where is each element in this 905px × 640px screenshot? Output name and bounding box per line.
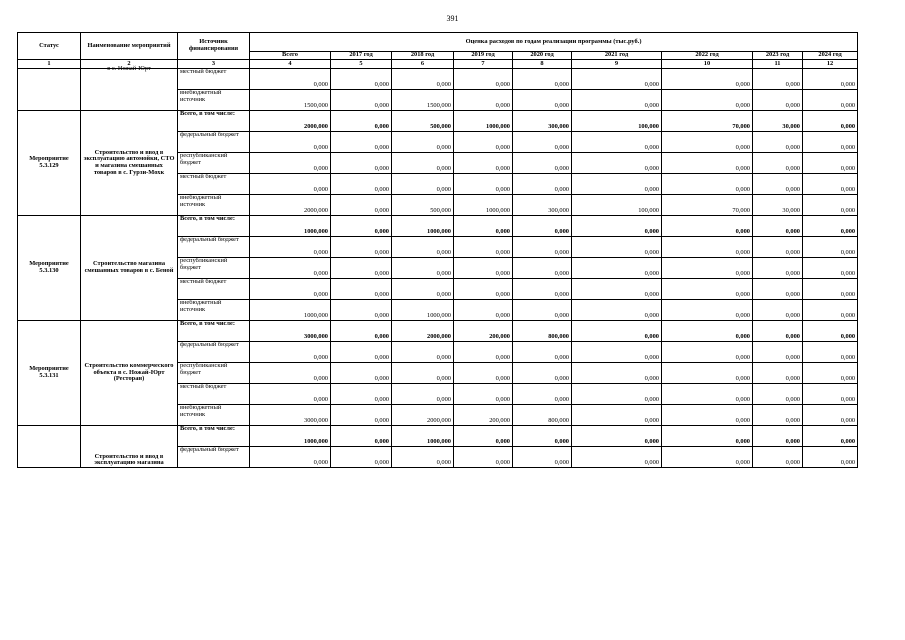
amount-cell: 0,000 xyxy=(250,153,331,174)
amount-cell: 1000,000 xyxy=(250,426,331,447)
amount-cell: 0,000 xyxy=(753,321,803,342)
amount-cell: 0,000 xyxy=(803,384,858,405)
amount-cell: 100,000 xyxy=(572,111,662,132)
amount-cell: 0,000 xyxy=(572,384,662,405)
table-row xyxy=(18,216,858,237)
amount-cell: 0,000 xyxy=(803,237,858,258)
amount-cell: 0,000 xyxy=(250,279,331,300)
column-number: 8 xyxy=(513,60,572,69)
amount-cell: 0,000 xyxy=(662,69,753,90)
source-cell: республиканский бюджет xyxy=(178,153,250,174)
amount-cell: 0,000 xyxy=(392,132,454,153)
budget-table xyxy=(17,32,858,468)
amount-cell: 0,000 xyxy=(513,447,572,468)
amount-cell: 0,000 xyxy=(803,132,858,153)
header-year: 2017 год xyxy=(331,52,392,60)
amount-cell: 70,000 xyxy=(662,111,753,132)
amount-cell: 0,000 xyxy=(753,447,803,468)
amount-cell: 1000,000 xyxy=(454,195,513,216)
source-cell: Всего, в том числе: xyxy=(178,426,250,447)
table-row xyxy=(18,321,858,342)
amount-cell: 0,000 xyxy=(662,342,753,363)
source-cell: местный бюджет xyxy=(178,384,250,405)
amount-cell: 0,000 xyxy=(331,426,392,447)
table-row xyxy=(18,69,858,90)
header-year: 2024 год xyxy=(803,52,858,60)
amount-cell: 1500,000 xyxy=(250,90,331,111)
amount-cell: 0,000 xyxy=(331,342,392,363)
amount-cell: 0,000 xyxy=(803,216,858,237)
amount-cell: 0,000 xyxy=(392,237,454,258)
amount-cell: 0,000 xyxy=(753,132,803,153)
column-number: 4 xyxy=(250,60,331,69)
amount-cell: 0,000 xyxy=(572,258,662,279)
amount-cell: 0,000 xyxy=(662,321,753,342)
amount-cell: 0,000 xyxy=(662,447,753,468)
amount-cell: 500,000 xyxy=(392,195,454,216)
amount-cell: 0,000 xyxy=(803,405,858,426)
amount-cell: 0,000 xyxy=(753,426,803,447)
amount-cell: 2000,000 xyxy=(392,321,454,342)
amount-cell: 0,000 xyxy=(572,447,662,468)
amount-cell: 0,000 xyxy=(513,279,572,300)
amount-cell: 0,000 xyxy=(513,384,572,405)
source-cell: местный бюджет xyxy=(178,69,250,90)
column-number: 1 xyxy=(18,60,81,69)
amount-cell: 0,000 xyxy=(250,363,331,384)
amount-cell: 0,000 xyxy=(572,405,662,426)
amount-cell: 800,000 xyxy=(513,321,572,342)
amount-cell: 0,000 xyxy=(331,279,392,300)
amount-cell: 0,000 xyxy=(454,237,513,258)
amount-cell: 0,000 xyxy=(572,216,662,237)
amount-cell: 0,000 xyxy=(454,384,513,405)
amount-cell: 0,000 xyxy=(392,447,454,468)
amount-cell: 0,000 xyxy=(250,384,331,405)
amount-cell: 300,000 xyxy=(513,195,572,216)
header-year: 2019 год xyxy=(454,52,513,60)
source-cell: федеральный бюджет xyxy=(178,342,250,363)
amount-cell: 0,000 xyxy=(572,300,662,321)
amount-cell: 200,000 xyxy=(454,405,513,426)
amount-cell: 0,000 xyxy=(803,174,858,195)
amount-cell: 0,000 xyxy=(250,447,331,468)
amount-cell: 0,000 xyxy=(331,174,392,195)
amount-cell: 0,000 xyxy=(331,447,392,468)
source-cell: Всего, в том числе: xyxy=(178,321,250,342)
amount-cell: 0,000 xyxy=(803,258,858,279)
amount-cell: 1000,000 xyxy=(392,300,454,321)
header-status: Статус xyxy=(18,33,81,60)
amount-cell: 0,000 xyxy=(753,69,803,90)
amount-cell: 2000,000 xyxy=(392,405,454,426)
amount-cell: 0,000 xyxy=(662,363,753,384)
source-cell: республиканский бюджет xyxy=(178,258,250,279)
amount-cell: 0,000 xyxy=(803,69,858,90)
amount-cell: 0,000 xyxy=(513,132,572,153)
status-cell xyxy=(18,69,81,111)
source-cell: Всего, в том числе: xyxy=(178,216,250,237)
column-number: 11 xyxy=(753,60,803,69)
measure-status-cell xyxy=(18,426,81,468)
amount-cell: 0,000 xyxy=(572,153,662,174)
amount-cell: 0,000 xyxy=(392,174,454,195)
amount-cell: 200,000 xyxy=(454,321,513,342)
table-row xyxy=(18,111,858,132)
amount-cell: 1000,000 xyxy=(392,216,454,237)
header-total: Всего xyxy=(250,52,331,60)
amount-cell: 0,000 xyxy=(662,174,753,195)
page-number: 391 xyxy=(446,14,459,23)
column-number: 10 xyxy=(662,60,753,69)
amount-cell: 0,000 xyxy=(662,258,753,279)
amount-cell: 0,000 xyxy=(662,153,753,174)
amount-cell: 0,000 xyxy=(572,279,662,300)
amount-cell: 0,000 xyxy=(513,237,572,258)
amount-cell: 0,000 xyxy=(454,258,513,279)
amount-cell: 0,000 xyxy=(513,342,572,363)
amount-cell: 0,000 xyxy=(662,384,753,405)
amount-cell: 30,000 xyxy=(753,111,803,132)
amount-cell: 1000,000 xyxy=(250,216,331,237)
amount-cell: 1000,000 xyxy=(392,426,454,447)
amount-cell: 0,000 xyxy=(331,90,392,111)
amount-cell: 70,000 xyxy=(662,195,753,216)
measure-name-cell: Строительство и ввод в эксплуатацию автомойки, СТО и магазина смешанных товаров в с. Гурзи-Мохк xyxy=(81,111,178,216)
source-cell: республиканский бюджет xyxy=(178,363,250,384)
amount-cell: 0,000 xyxy=(331,300,392,321)
amount-cell: 0,000 xyxy=(572,426,662,447)
amount-cell: 0,000 xyxy=(662,216,753,237)
header-year: 2020 год xyxy=(513,52,572,60)
amount-cell: 0,000 xyxy=(250,258,331,279)
source-cell: Всего, в том числе: xyxy=(178,111,250,132)
amount-cell: 0,000 xyxy=(454,174,513,195)
amount-cell: 1000,000 xyxy=(250,300,331,321)
amount-cell: 0,000 xyxy=(572,69,662,90)
amount-cell: 1500,000 xyxy=(392,90,454,111)
amount-cell: 0,000 xyxy=(513,258,572,279)
amount-cell: 0,000 xyxy=(803,90,858,111)
amount-cell: 0,000 xyxy=(513,90,572,111)
column-number: 7 xyxy=(454,60,513,69)
amount-cell: 1000,000 xyxy=(454,111,513,132)
measure-name-fragment: в с. Ножай-Юрт xyxy=(107,65,151,72)
amount-cell: 30,000 xyxy=(753,195,803,216)
amount-cell: 0,000 xyxy=(331,153,392,174)
measure-status-cell: Мероприятие 5.3.130 xyxy=(18,216,81,321)
amount-cell: 0,000 xyxy=(331,237,392,258)
amount-cell: 0,000 xyxy=(662,90,753,111)
amount-cell: 0,000 xyxy=(513,69,572,90)
header-year: 2022 год xyxy=(662,52,753,60)
amount-cell: 0,000 xyxy=(753,153,803,174)
column-number: 12 xyxy=(803,60,858,69)
column-number: 5 xyxy=(331,60,392,69)
amount-cell: 3000,000 xyxy=(250,321,331,342)
amount-cell: 0,000 xyxy=(454,90,513,111)
budget-table-container xyxy=(17,32,857,467)
amount-cell: 0,000 xyxy=(250,69,331,90)
header-year: 2021 год xyxy=(572,52,662,60)
amount-cell: 0,000 xyxy=(250,132,331,153)
amount-cell: 0,000 xyxy=(572,174,662,195)
amount-cell: 2000,000 xyxy=(250,111,331,132)
amount-cell: 0,000 xyxy=(454,426,513,447)
amount-cell: 0,000 xyxy=(331,363,392,384)
source-cell: федеральный бюджет xyxy=(178,447,250,468)
measure-status-cell: Мероприятие 5.3.131 xyxy=(18,321,81,426)
measure-name-cell: Строительство магазина смешанных товаров в с. Беной xyxy=(81,216,178,321)
source-cell: внебюджетный источник xyxy=(178,300,250,321)
header-estimate: Оценка расходов по годам реализации программы (тыс.руб.) xyxy=(250,33,858,52)
amount-cell: 0,000 xyxy=(454,300,513,321)
amount-cell: 0,000 xyxy=(392,258,454,279)
amount-cell: 0,000 xyxy=(753,342,803,363)
amount-cell: 0,000 xyxy=(513,300,572,321)
column-number: 2 xyxy=(81,60,178,69)
source-cell: местный бюджет xyxy=(178,174,250,195)
amount-cell: 0,000 xyxy=(392,153,454,174)
amount-cell: 0,000 xyxy=(803,111,858,132)
amount-cell: 0,000 xyxy=(513,363,572,384)
amount-cell: 0,000 xyxy=(454,153,513,174)
amount-cell: 0,000 xyxy=(753,363,803,384)
amount-cell: 0,000 xyxy=(331,258,392,279)
amount-cell: 0,000 xyxy=(753,384,803,405)
amount-cell: 0,000 xyxy=(392,342,454,363)
amount-cell: 0,000 xyxy=(513,153,572,174)
amount-cell: 0,000 xyxy=(572,237,662,258)
amount-cell: 0,000 xyxy=(513,174,572,195)
header-name: Наименование мероприятий xyxy=(81,33,178,60)
amount-cell: 0,000 xyxy=(513,216,572,237)
table-row xyxy=(18,426,858,447)
amount-cell: 300,000 xyxy=(513,111,572,132)
amount-cell: 0,000 xyxy=(753,279,803,300)
source-cell: федеральный бюджет xyxy=(178,132,250,153)
amount-cell: 0,000 xyxy=(454,132,513,153)
source-cell: федеральный бюджет xyxy=(178,237,250,258)
amount-cell: 0,000 xyxy=(803,300,858,321)
amount-cell: 0,000 xyxy=(331,321,392,342)
amount-cell: 0,000 xyxy=(753,237,803,258)
amount-cell: 0,000 xyxy=(513,426,572,447)
amount-cell: 0,000 xyxy=(331,405,392,426)
source-cell: местный бюджет xyxy=(178,279,250,300)
measure-name-cell xyxy=(81,65,178,111)
amount-cell: 0,000 xyxy=(662,132,753,153)
amount-cell: 0,000 xyxy=(662,426,753,447)
amount-cell: 0,000 xyxy=(392,363,454,384)
source-cell: внебюджетный источник xyxy=(178,90,250,111)
amount-cell: 0,000 xyxy=(803,195,858,216)
amount-cell: 0,000 xyxy=(803,279,858,300)
amount-cell: 0,000 xyxy=(250,237,331,258)
amount-cell: 0,000 xyxy=(753,216,803,237)
column-number: 9 xyxy=(572,60,662,69)
column-number: 6 xyxy=(392,60,454,69)
amount-cell: 0,000 xyxy=(331,132,392,153)
amount-cell: 3000,000 xyxy=(250,405,331,426)
amount-cell: 0,000 xyxy=(753,300,803,321)
amount-cell: 0,000 xyxy=(331,384,392,405)
amount-cell: 0,000 xyxy=(331,69,392,90)
amount-cell: 0,000 xyxy=(803,363,858,384)
amount-cell: 800,000 xyxy=(513,405,572,426)
amount-cell: 0,000 xyxy=(331,195,392,216)
amount-cell: 0,000 xyxy=(753,174,803,195)
amount-cell: 0,000 xyxy=(331,216,392,237)
amount-cell: 100,000 xyxy=(572,195,662,216)
amount-cell: 0,000 xyxy=(250,174,331,195)
header-source: Источник финансирования xyxy=(178,33,250,60)
measure-name-cell: Строительство и ввод в эксплуатацию магазина xyxy=(81,426,178,468)
header-year: 2018 год xyxy=(392,52,454,60)
amount-cell: 0,000 xyxy=(331,111,392,132)
table-body xyxy=(18,65,858,468)
amount-cell: 0,000 xyxy=(454,363,513,384)
amount-cell: 0,000 xyxy=(753,258,803,279)
amount-cell: 0,000 xyxy=(250,342,331,363)
amount-cell: 0,000 xyxy=(662,300,753,321)
amount-cell: 0,000 xyxy=(662,405,753,426)
amount-cell: 0,000 xyxy=(454,447,513,468)
amount-cell: 0,000 xyxy=(454,216,513,237)
amount-cell: 2000,000 xyxy=(250,195,331,216)
source-cell: внебюджетный источник xyxy=(178,405,250,426)
measure-name-cell: Строительство коммерческого объекта в с. Ножай-Юрт (Ресторан) xyxy=(81,321,178,426)
amount-cell: 0,000 xyxy=(454,69,513,90)
measure-status-cell: Мероприятие 5.3.129 xyxy=(18,111,81,216)
amount-cell: 0,000 xyxy=(753,405,803,426)
amount-cell: 0,000 xyxy=(803,342,858,363)
amount-cell: 0,000 xyxy=(454,279,513,300)
amount-cell: 0,000 xyxy=(572,321,662,342)
amount-cell: 0,000 xyxy=(572,132,662,153)
column-number: 3 xyxy=(178,60,250,69)
amount-cell: 0,000 xyxy=(392,69,454,90)
header-year: 2023 год xyxy=(753,52,803,60)
amount-cell: 0,000 xyxy=(454,342,513,363)
amount-cell: 0,000 xyxy=(572,363,662,384)
amount-cell: 0,000 xyxy=(803,321,858,342)
amount-cell: 500,000 xyxy=(392,111,454,132)
amount-cell: 0,000 xyxy=(803,447,858,468)
amount-cell: 0,000 xyxy=(392,279,454,300)
amount-cell: 0,000 xyxy=(803,153,858,174)
amount-cell: 0,000 xyxy=(753,90,803,111)
source-cell: внебюджетный источник xyxy=(178,195,250,216)
amount-cell: 0,000 xyxy=(572,342,662,363)
amount-cell: 0,000 xyxy=(803,426,858,447)
amount-cell: 0,000 xyxy=(662,237,753,258)
amount-cell: 0,000 xyxy=(662,279,753,300)
amount-cell: 0,000 xyxy=(572,90,662,111)
amount-cell: 0,000 xyxy=(392,384,454,405)
